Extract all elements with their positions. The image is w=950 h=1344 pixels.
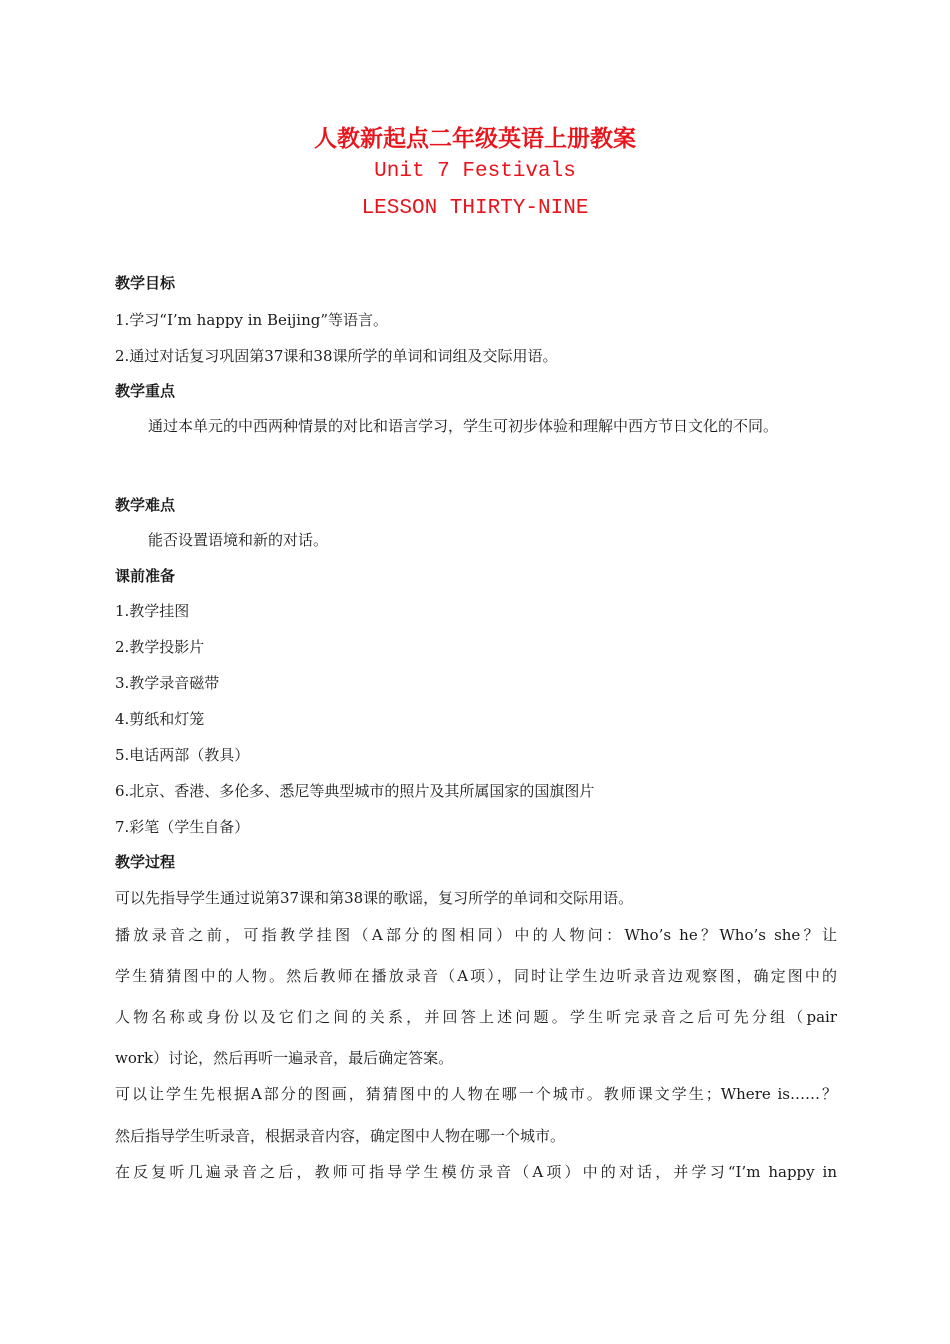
objectives-heading: 教学目标 [115, 274, 176, 292]
preparation-item: 1.教学挂图 [115, 602, 190, 620]
unit-title: Unit 7 Festivals [374, 160, 576, 183]
objective-item: 2.通过对话复习巩固第37课和38课所学的单词和词组及交际用语。 [115, 347, 558, 365]
document-title: 人教新起点二年级英语上册教案 [314, 126, 636, 152]
preparation-item: 5.电话两部（教具） [115, 746, 250, 764]
process-heading: 教学过程 [115, 853, 176, 871]
key-points-heading: 教学重点 [115, 382, 176, 400]
preparation-item: 2.教学投影片 [115, 638, 205, 656]
preparation-heading: 课前准备 [115, 567, 176, 585]
key-points-text: 通过本单元的中西两种情景的对比和语言学习，学生可初步体验和理解中西方节日文化的不同。 [148, 417, 779, 435]
process-line: work）讨论，然后再听一遍录音，最后确定答案。 [115, 1049, 454, 1067]
process-line: 在反复听几遍录音之后，教师可指导学生模仿录音（A项）中的对话，并学习“I’m happy in [115, 1163, 837, 1181]
preparation-item: 6.北京、香港、多伦多、悉尼等典型城市的照片及其所属国家的国旗图片 [115, 782, 595, 800]
process-line: 学生猜猜图中的人物。然后教师在播放录音（A项），同时让学生边听录音边观察图，确定图中的 [115, 967, 837, 985]
process-line: 然后指导学生听录音，根据录音内容，确定图中人物在哪一个城市。 [115, 1127, 566, 1145]
process-line: 播放录音之前，可指教学挂图（A部分的图相同）中的人物问：Who’s he？Who’s she？让 [115, 926, 837, 944]
difficulties-heading: 教学难点 [115, 496, 176, 514]
preparation-item: 3.教学录音磁带 [115, 674, 220, 692]
process-line: 可以让学生先根据A部分的图画，猜猜图中的人物在哪一个城市。教师课文学生；Where is……？ [115, 1085, 837, 1103]
process-line: 人物名称或身份以及它们之间的关系，并回答上述问题。学生听完录音之后可先分组（pair [115, 1008, 837, 1026]
preparation-item: 4.剪纸和灯笼 [115, 710, 205, 728]
process-line: 可以先指导学生通过说第37课和第38课的歌谣，复习所学的单词和交际用语。 [115, 889, 634, 907]
difficulties-text: 能否设置语境和新的对话。 [148, 531, 329, 549]
objective-item: 1.学习“I’m happy in Beijing”等语言。 [115, 311, 389, 329]
preparation-item: 7.彩笔（学生自备） [115, 818, 250, 836]
lesson-title: LESSON THIRTY-NINE [361, 197, 589, 220]
